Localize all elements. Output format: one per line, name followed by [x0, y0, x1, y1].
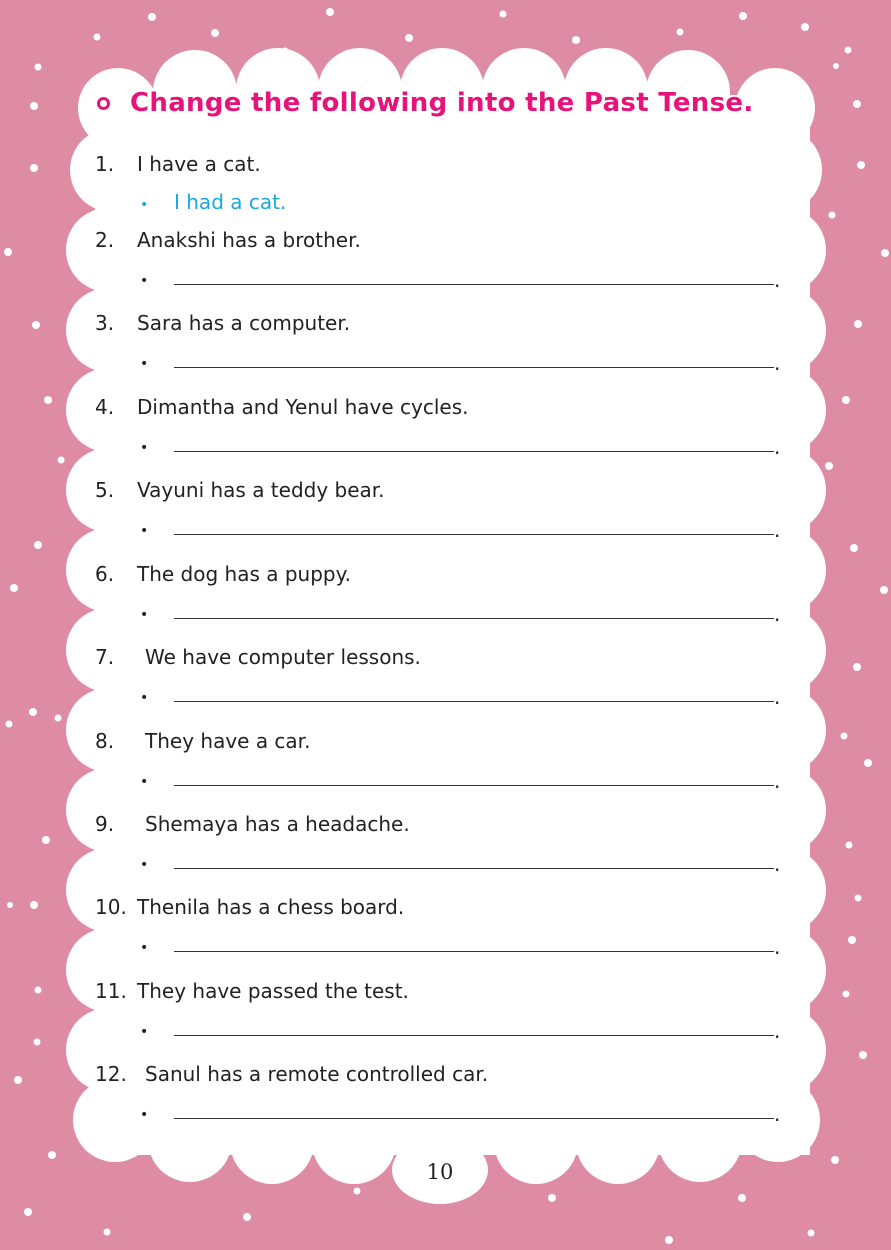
- answer-blank-line[interactable]: [174, 1118, 774, 1119]
- full-stop: .: [774, 852, 781, 876]
- answer-blank-line[interactable]: [174, 451, 774, 452]
- full-stop: .: [774, 685, 781, 709]
- answer-blank-line[interactable]: [174, 868, 774, 869]
- answer-blank-line[interactable]: [174, 534, 774, 535]
- question-text: They have a car.: [145, 729, 311, 753]
- full-stop: .: [774, 935, 781, 959]
- question-number: 3.: [95, 311, 115, 335]
- question-number: 6.: [95, 562, 115, 586]
- worksheet-title: Change the following into the Past Tense.: [130, 88, 754, 118]
- worksheet-heading: [97, 88, 754, 118]
- full-stop: .: [774, 769, 781, 793]
- answer-blank-line[interactable]: [174, 367, 774, 368]
- full-stop: .: [774, 351, 781, 375]
- question-number: 2.: [95, 228, 115, 252]
- answer-row-5: [140, 514, 780, 542]
- question-number: 5.: [95, 478, 115, 502]
- question-number: 10.: [95, 895, 127, 919]
- full-stop: .: [774, 518, 781, 542]
- bullet-icon: •: [140, 1107, 149, 1123]
- full-stop: .: [774, 1102, 781, 1126]
- question-6: [95, 560, 351, 588]
- bullet-icon: •: [140, 940, 149, 956]
- question-9: [95, 810, 410, 838]
- question-number: 4.: [95, 395, 115, 419]
- example-answer-row: [140, 188, 780, 216]
- question-number: 1.: [95, 152, 115, 176]
- example-answer: I had a cat.: [174, 190, 287, 214]
- question-number: 11.: [95, 979, 127, 1003]
- bullet-icon: •: [140, 774, 149, 790]
- answer-blank-line[interactable]: [174, 284, 774, 285]
- answer-row-9: [140, 848, 780, 876]
- answer-row-8: [140, 765, 780, 793]
- question-text: I have a cat.: [137, 152, 261, 176]
- answer-row-2: [140, 264, 780, 292]
- question-8: [95, 727, 310, 755]
- question-2: [95, 226, 361, 254]
- question-4: [95, 393, 469, 421]
- question-number: 7.: [95, 645, 115, 669]
- question-1: [95, 150, 261, 178]
- question-3: [95, 309, 350, 337]
- question-text: Sara has a computer.: [137, 311, 351, 335]
- bullet-icon: •: [140, 690, 149, 706]
- answer-row-3: [140, 347, 780, 375]
- answer-row-11: [140, 1015, 780, 1043]
- question-text: The dog has a puppy.: [137, 562, 351, 586]
- answer-blank-line[interactable]: [174, 785, 774, 786]
- question-5: [95, 476, 385, 504]
- question-number: 12.: [95, 1062, 127, 1086]
- question-number: 8.: [95, 729, 115, 753]
- full-stop: .: [774, 268, 781, 292]
- bullet-icon: •: [140, 273, 149, 289]
- answer-blank-line[interactable]: [174, 618, 774, 619]
- question-12: [95, 1060, 488, 1088]
- bullet-icon: •: [140, 440, 149, 456]
- answer-blank-line[interactable]: [174, 1035, 774, 1036]
- question-text: Thenila has a chess board.: [137, 895, 405, 919]
- bullet-icon: •: [140, 356, 149, 372]
- bullet-icon: •: [140, 523, 149, 539]
- answer-row-7: [140, 681, 780, 709]
- question-text: Sanul has a remote controlled car.: [145, 1062, 489, 1086]
- answer-row-12: [140, 1098, 780, 1126]
- question-7: [95, 643, 421, 671]
- question-text: Vayuni has a teddy bear.: [137, 478, 385, 502]
- question-text: Anakshi has a brother.: [137, 228, 361, 252]
- answer-row-10: [140, 931, 780, 959]
- circle-outline-icon: [97, 97, 110, 110]
- answer-blank-line[interactable]: [174, 701, 774, 702]
- question-text: We have computer lessons.: [145, 645, 421, 669]
- bullet-icon: •: [140, 197, 149, 213]
- full-stop: .: [774, 1019, 781, 1043]
- question-text: They have passed the test.: [137, 979, 409, 1003]
- question-10: [95, 893, 404, 921]
- answer-row-4: [140, 431, 780, 459]
- bullet-icon: •: [140, 607, 149, 623]
- bullet-icon: •: [140, 1024, 149, 1040]
- question-number: 9.: [95, 812, 115, 836]
- question-11: [95, 977, 409, 1005]
- question-text: Shemaya has a headache.: [145, 812, 410, 836]
- answer-blank-line[interactable]: [174, 951, 774, 952]
- answer-row-6: [140, 598, 780, 626]
- full-stop: .: [774, 602, 781, 626]
- page-number: 10: [426, 1160, 454, 1184]
- question-text: Dimantha and Yenul have cycles.: [137, 395, 469, 419]
- bullet-icon: •: [140, 857, 149, 873]
- full-stop: .: [774, 435, 781, 459]
